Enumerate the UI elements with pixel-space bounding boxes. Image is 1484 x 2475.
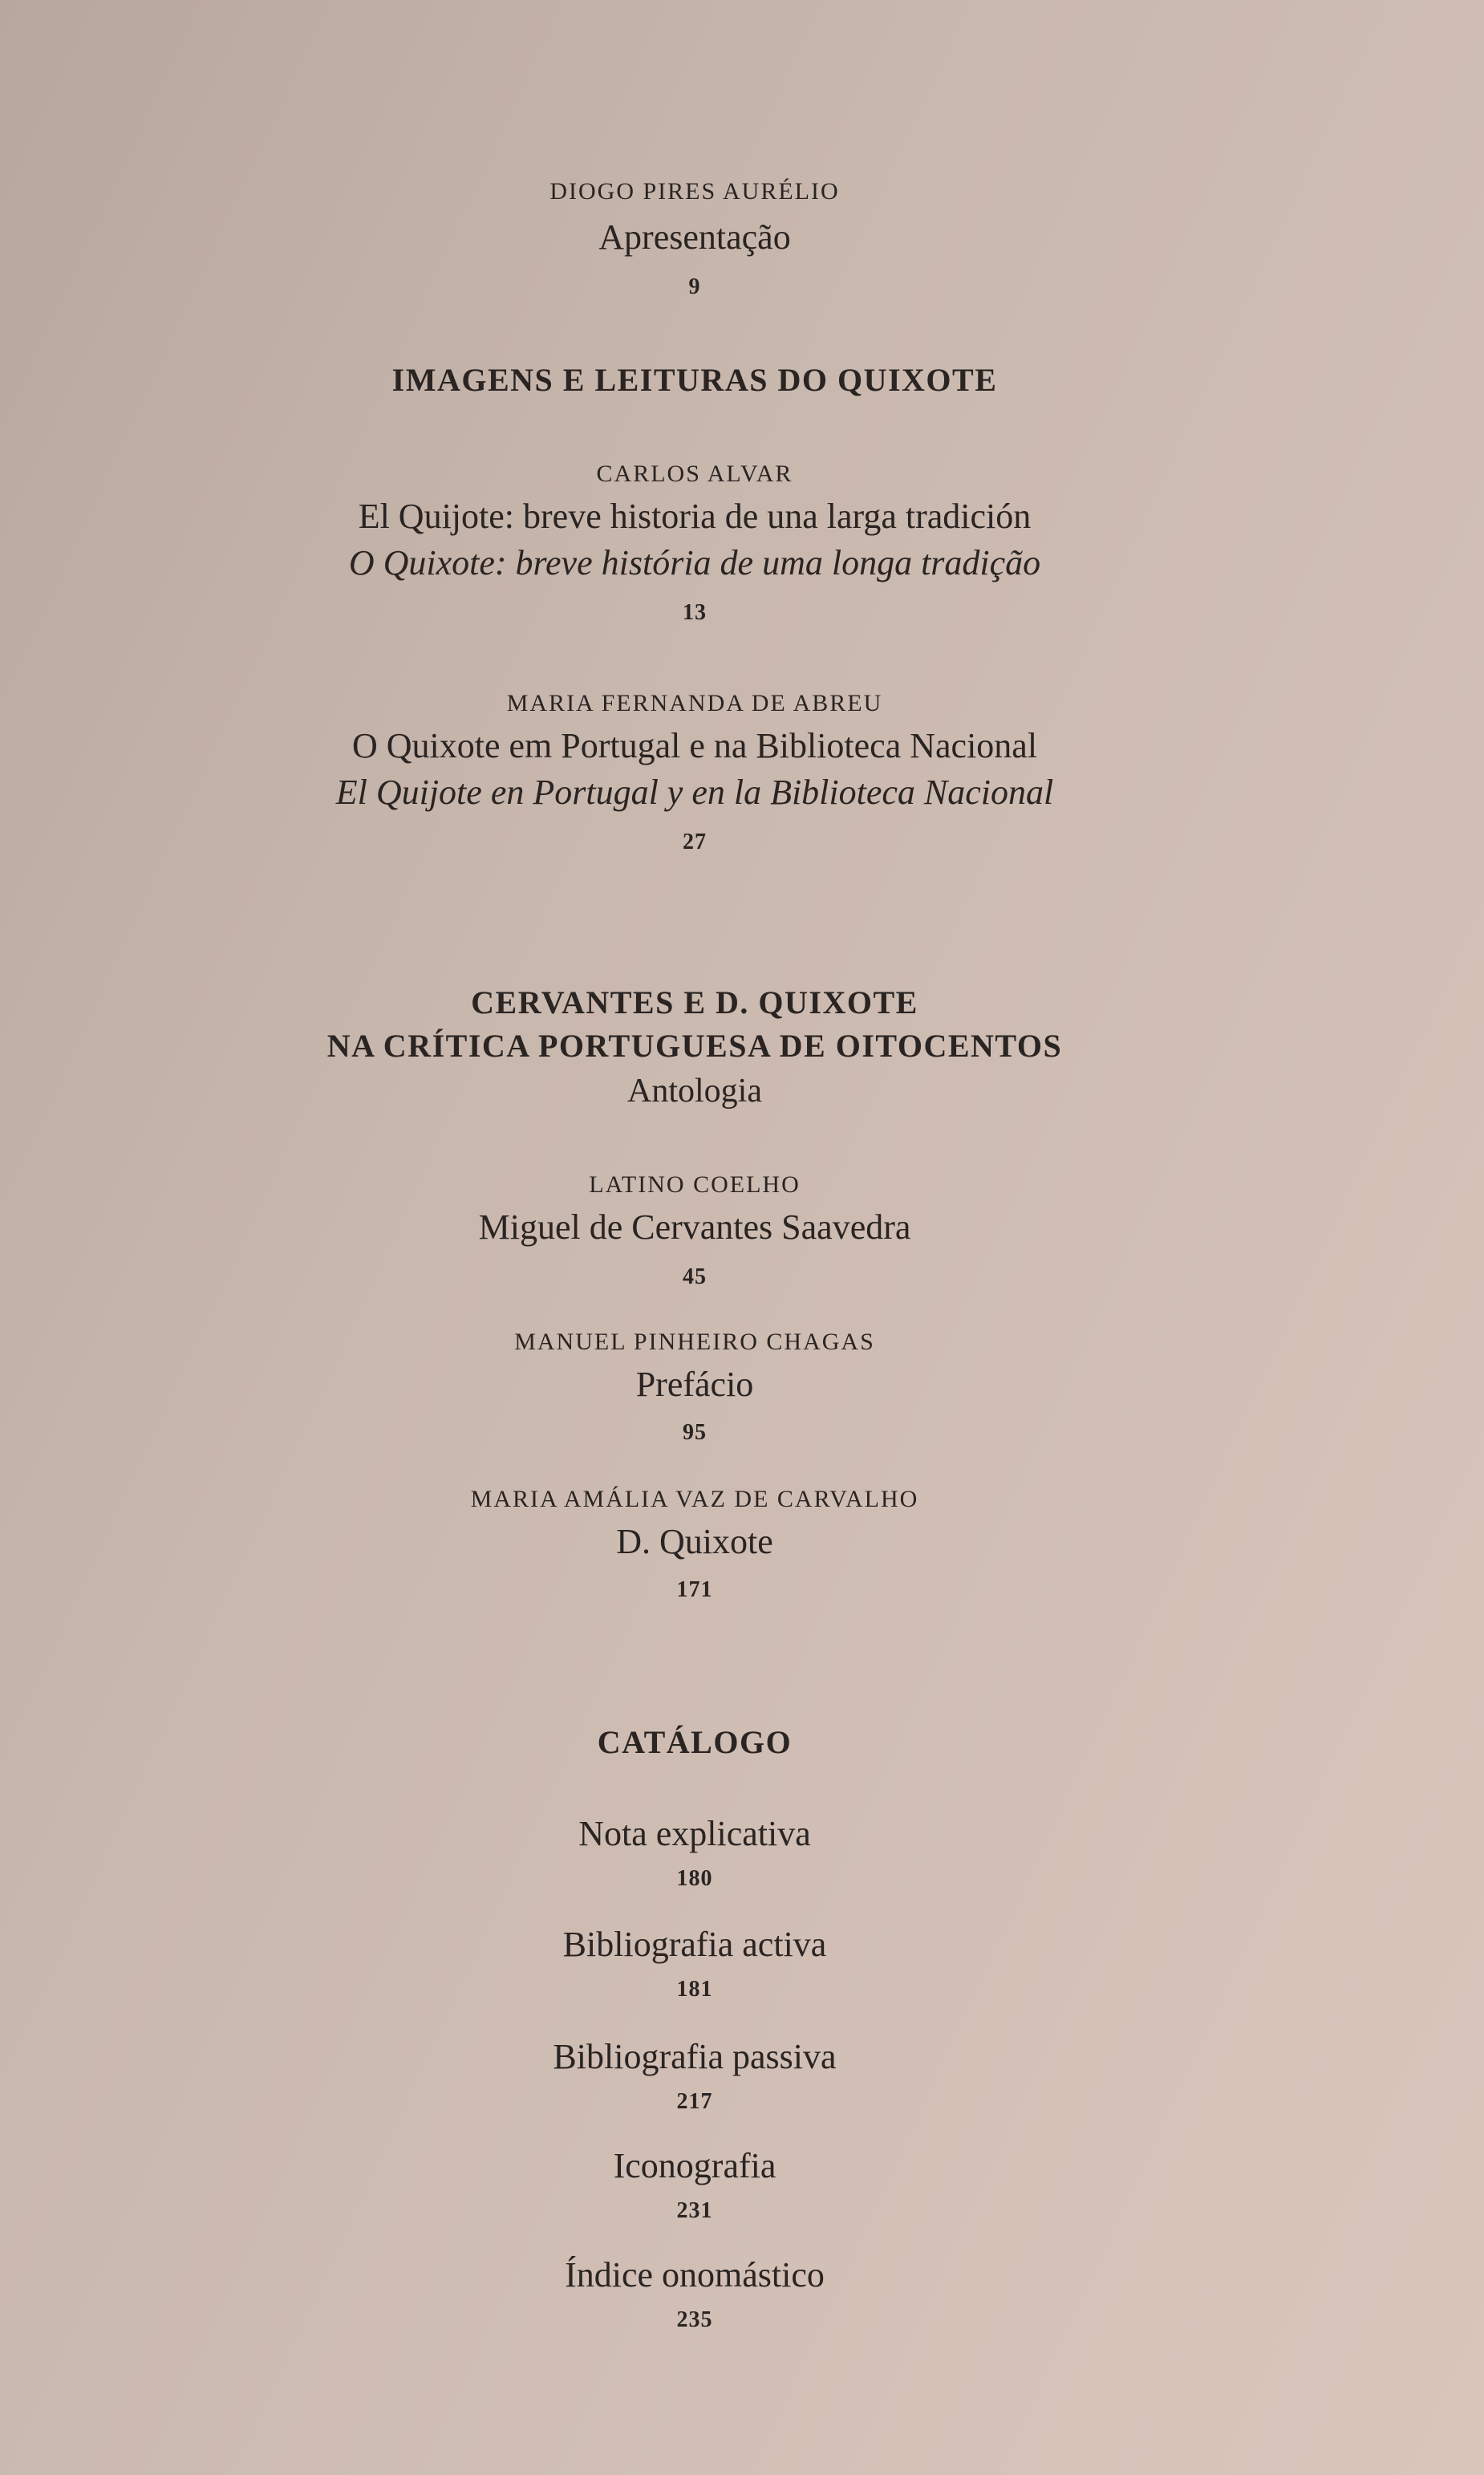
entry-title: Bibliografia passiva [553,2037,837,2076]
entry-title: Prefácio [635,1365,754,1404]
entry-page-number: 27 [683,830,707,854]
entry-title-spanish: El Quijote en Portugal y en la Biblioteca Nacional [335,773,1054,812]
entry-page-number: 181 [676,1977,713,2002]
entry-page-number: 45 [683,1264,707,1289]
entry-author: MANUEL PINHEIRO CHAGAS [514,1329,875,1355]
entry-title-portuguese: O Quixote: breve história de uma longa tradição [348,543,1041,582]
entry-author: LATINO COELHO [589,1171,801,1198]
entry-author: MARIA AMÁLIA VAZ DE CARVALHO [470,1486,919,1512]
entry-title: Índice onomástico [565,2255,825,2294]
entry-title: Nota explicativa [578,1814,811,1853]
section-heading-cervantes-line2: NA CRÍTICA PORTUGUESA DE OITOCENTOS [326,1028,1063,1064]
entry-title: Bibliografia activa [562,1925,827,1964]
entry-page-number: 171 [676,1577,713,1602]
entry-page-number: 235 [676,2307,713,2332]
intro-title: Apresentação [598,217,791,257]
entry-title: Iconografia [613,2146,776,2185]
entry-title-spanish: El Quijote: breve historia de una larga tradición [358,497,1032,536]
section-subtitle-antologia: Antologia [627,1073,762,1110]
entry-page-number: 217 [676,2089,713,2114]
intro-author: DIOGO PIRES AURÉLIO [549,178,840,205]
entry-page-number: 231 [676,2198,713,2223]
entry-title: D. Quixote [616,1522,773,1561]
entry-author: MARIA FERNANDA DE ABREU [506,690,883,716]
entry-page-number: 95 [683,1420,707,1445]
entry-page-number: 180 [676,1866,713,1891]
intro-page-number: 9 [688,274,701,299]
entry-title-portuguese: O Quixote em Portugal e na Biblioteca Nacional [351,726,1038,765]
entry-page-number: 13 [683,600,707,625]
section-heading-catalogo: CATÁLOGO [597,1724,793,1760]
section-heading-cervantes-line1: CERVANTES E D. QUIXOTE [471,984,918,1020]
entry-title: Miguel de Cervantes Saavedra [478,1207,911,1247]
entry-author: CARLOS ALVAR [596,461,793,487]
section-heading-imagens: IMAGENS E LEITURAS DO QUIXOTE [391,362,998,398]
